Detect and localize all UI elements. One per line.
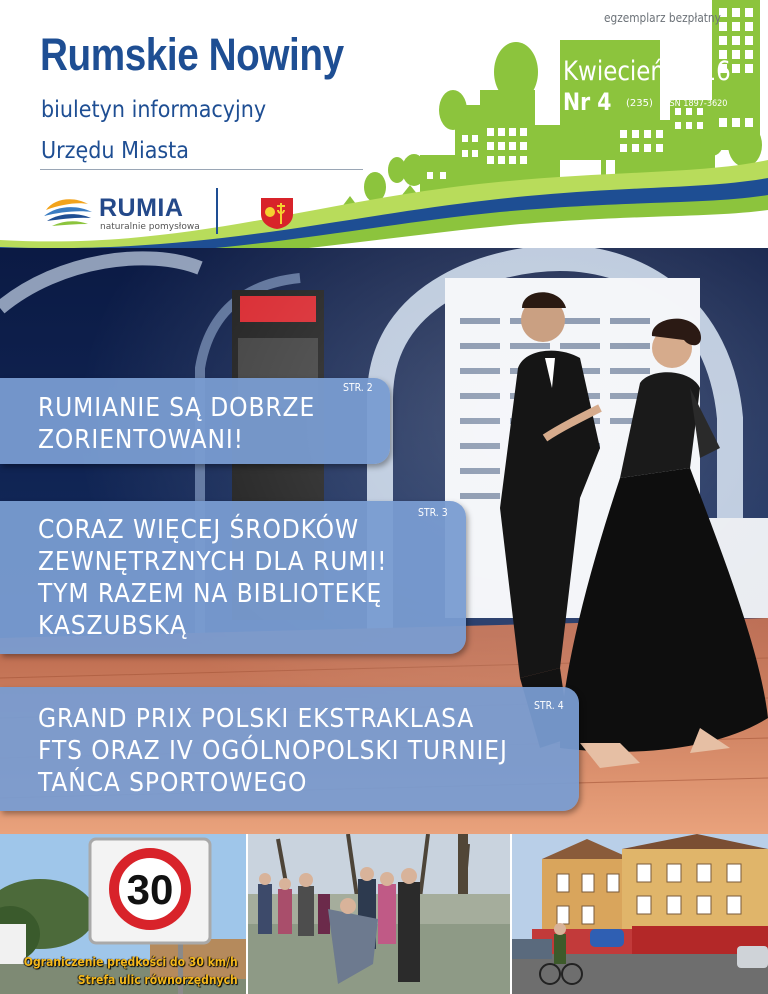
- masthead: [0, 0, 768, 260]
- headline-box-3[interactable]: [0, 687, 579, 811]
- issue-number: Nr 4: [563, 88, 612, 116]
- equal-streets-caption: Strefa ulic równorzędnych: [78, 973, 238, 987]
- newsletter-title: Rumskie Nowiny: [40, 29, 344, 80]
- page-ref-2: STR. 3: [418, 506, 448, 519]
- rumia-tagline: naturalnie pomysłowa: [100, 222, 200, 232]
- masthead-divider: [40, 169, 363, 170]
- headline-box-1[interactable]: [0, 378, 390, 464]
- city-coat-of-arms-icon: [259, 196, 295, 230]
- speed-limit-caption: Ograniczenie prędkości do 30 km/h: [24, 955, 238, 969]
- library-building-photo: [512, 834, 768, 994]
- issue-total-number: (235): [626, 98, 653, 109]
- page-ref-3: STR. 4: [534, 699, 564, 712]
- issue-date: Kwiecień 2016: [563, 56, 731, 87]
- rumia-logo: [44, 194, 200, 238]
- logo-divider: [216, 188, 218, 234]
- subtitle-line-1: biuletyn informacyjny: [41, 97, 267, 123]
- headline-box-2[interactable]: [0, 501, 466, 654]
- headline-2: CORAZ WIĘCEJ ŚRODKÓW ZEWNĘTRZNYCH DLA RUMI! TYM RAZEM NA BIBLIOTEKĘ KASZUBSKĄ: [38, 515, 388, 641]
- subtitle-line-2: Urzędu Miasta: [41, 138, 189, 164]
- free-copy-label: egzemplarz bezpłatny: [604, 11, 721, 25]
- issn-number: ISSN 1897-3620: [662, 99, 728, 109]
- headline-1: RUMIANIE SĄ DOBRZE ZORIENTOWANI!: [38, 393, 316, 455]
- page-ref-1: STR. 2: [343, 381, 373, 394]
- rumia-wave-icon: [44, 194, 94, 234]
- headline-3: GRAND PRIX POLSKI EKSTRAKLASA FTS ORAZ IV OGÓLNOPOLSKI TURNIEJ TAŃCA SPORTOWEGO: [38, 704, 508, 798]
- rumia-logo-text: RUMIA: [99, 194, 184, 222]
- speed-sign-number: 30: [126, 866, 174, 913]
- speed-limit-photo: [0, 834, 246, 994]
- orienteering-event-photo: [248, 834, 510, 994]
